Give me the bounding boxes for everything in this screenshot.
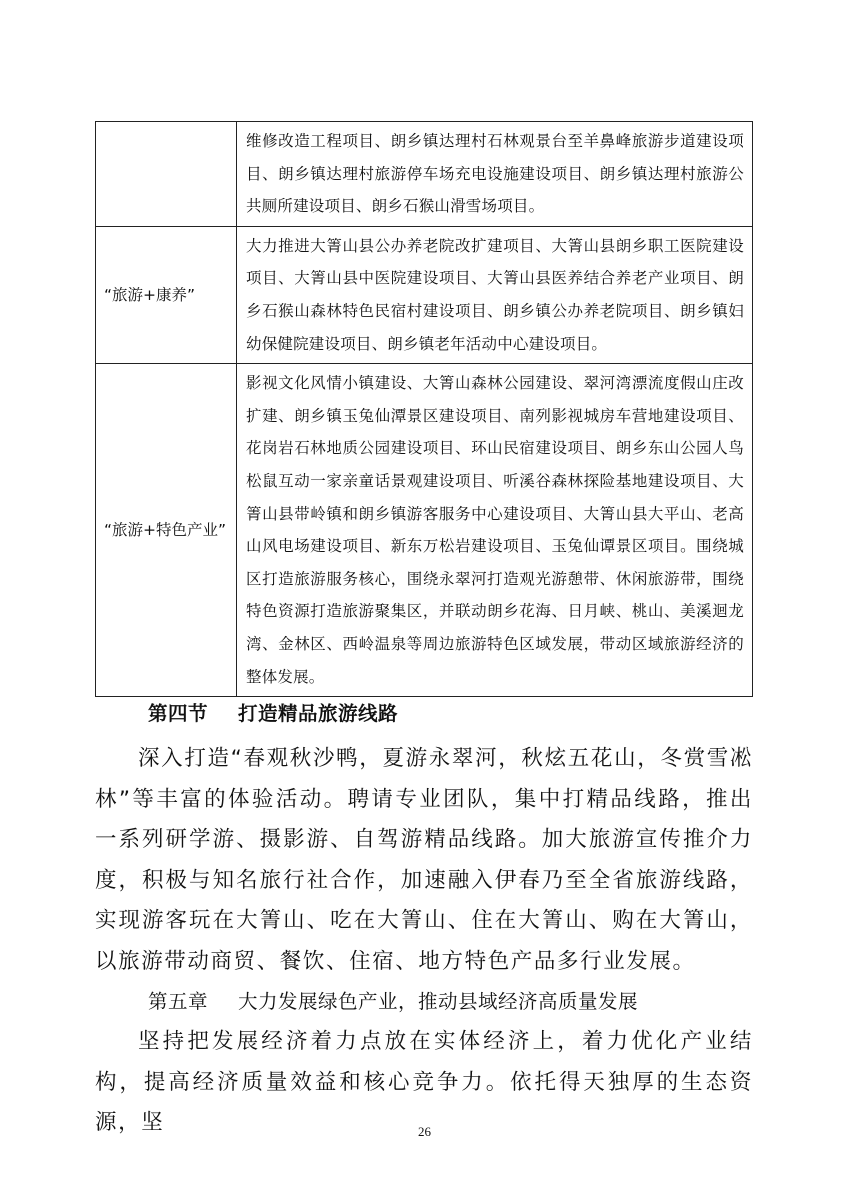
table-content-cell: 影视文化风情小镇建设、大箐山森林公园建设、翠河湾漂流度假山庄改扩建、朗乡镇玉兔仙潭景区建设项目、南列影视城房车营地建设项目、花岗岩石林地质公园建设项目、环山民宿建设项目、朗乡东山公园人鸟松鼠互动一家亲童话景观建设项目、听溪谷森林探险基地建设项目、大箐山县带岭镇和朗乡镇游客服务中心建设项目、大箐山县大平山、老高山风电场建设项目、新东万松岩建设项目、玉兔仙谭景区项目。围绕城区打造旅游服务核心，围绕永翠河打造观光游憩带、休闲旅游带，围绕特色资源打造旅游聚集区，并联动朗乡花海、日月峡、桃山、美溪迴龙湾、金林区、西岭温泉等周边旅游特色区域发展，带动区域旅游经济的整体发展。: [237, 364, 753, 697]
page-number: 26: [418, 1124, 431, 1139]
section-number: 第四节: [148, 702, 209, 725]
chapter-title: 大力发展绿色产业，推动县域经济高质量发展: [238, 990, 639, 1013]
table-category-cell: “旅游+康养”: [96, 226, 237, 363]
chapter-number: 第五章: [148, 990, 209, 1013]
table-content-cell: 大力推进大箐山县公办养老院改扩建项目、大箐山县朗乡职工医院建设项目、大箐山县中医院建设项目、大箐山县医养结合养老产业项目、朗乡石猴山森林特色民宿村建设项目、朗乡镇公办养老院项目、朗乡镇妇幼保健院建设项目、朗乡镇老年活动中心建设项目。: [237, 226, 753, 363]
section-title: 打造精品旅游线路: [238, 702, 399, 725]
chapter-paragraph: 坚持把发展经济着力点放在实体经济上，着力优化产业结构，提高经济质量效益和核心竞争力。依托得天独厚的生态资源，坚: [95, 1029, 753, 1135]
table-row: [96, 122, 753, 227]
table-row: [96, 364, 753, 697]
chapter-heading: [148, 986, 638, 1014]
table-category-cell: “旅游+特色产业”: [96, 364, 237, 697]
table-row: [96, 226, 753, 363]
section-paragraph: 深入打造“春观秋沙鸭，夏游永翠河，秋炫五花山，冬赏雪凇林”等丰富的体验活动。聘请专业团队，集中打精品线路，推出一系列研学游、摄影游、自驾游精品线路。加大旅游宣传推介力度，积极与知名旅行社合作，加速融入伊春乃至全省旅游线路，实现游客玩在大箐山、吃在大箐山、住在大箐山、购在大箐山，以旅游带动商贸、餐饮、住宿、地方特色产品多行业发展。: [95, 746, 753, 974]
section-heading: [148, 698, 398, 726]
project-table: [95, 121, 753, 697]
table-category-cell: [96, 122, 237, 227]
table-content-cell: 维修改造工程项目、朗乡镇达理村石林观景台至羊鼻峰旅游步道建设项目、朗乡镇达理村旅游停车场充电设施建设项目、朗乡镇达理村旅游公共厕所建设项目、朗乡石猴山滑雪场项目。: [237, 122, 753, 227]
